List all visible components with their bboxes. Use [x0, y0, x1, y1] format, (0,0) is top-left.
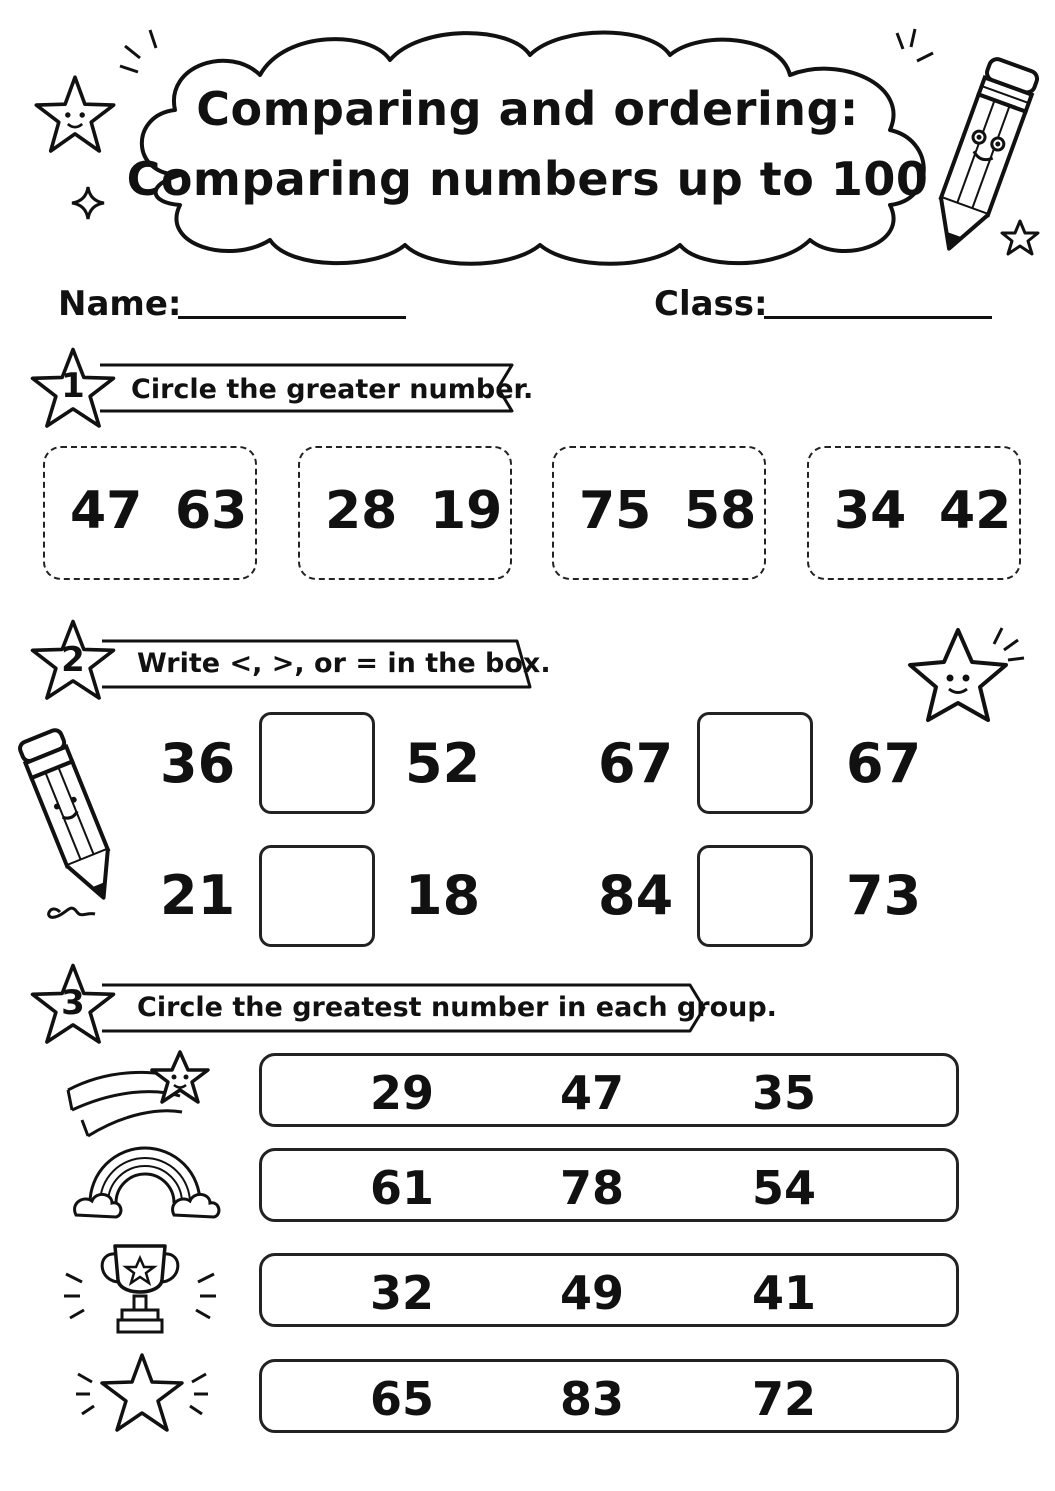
section-3-number: 3 — [61, 983, 85, 1023]
answer-box-1[interactable] — [259, 712, 375, 814]
smiling-pencil-icon — [15, 722, 125, 922]
compare-left-number: 21 — [160, 864, 236, 927]
section-2-instruction: Write <, >, or = in the box. — [137, 648, 551, 679]
pair-number[interactable]: 58 — [684, 481, 757, 541]
compare-left-number: 36 — [160, 732, 236, 795]
section-1-instruction: Circle the greater number. — [131, 374, 534, 405]
group-number[interactable]: 72 — [751, 1372, 816, 1426]
pair-box-3 — [552, 446, 766, 580]
group-number[interactable]: 41 — [751, 1266, 816, 1320]
group-number[interactable]: 49 — [559, 1266, 624, 1320]
group-number[interactable]: 29 — [369, 1066, 434, 1120]
smiling-star-icon — [900, 620, 1030, 740]
group-number[interactable]: 61 — [369, 1161, 434, 1215]
page-title-line-1: Comparing and ordering: — [196, 82, 859, 136]
small-star-icon — [1000, 218, 1040, 258]
pair-number[interactable]: 75 — [579, 481, 652, 541]
section-3-instruction: Circle the greatest number in each group. — [137, 992, 777, 1023]
answer-box-2[interactable] — [697, 712, 813, 814]
compare-right-number: 73 — [846, 864, 922, 927]
compare-right-number: 18 — [405, 864, 481, 927]
pair-number[interactable]: 42 — [939, 481, 1012, 541]
pair-number[interactable]: 28 — [325, 481, 398, 541]
pair-number[interactable]: 34 — [834, 481, 907, 541]
compare-left-number: 67 — [598, 732, 674, 795]
group-row-2 — [259, 1148, 959, 1222]
name-field[interactable] — [178, 316, 406, 319]
answer-box-3[interactable] — [259, 845, 375, 947]
title-cloud — [120, 25, 940, 265]
compare-left-number: 84 — [598, 864, 674, 927]
group-number[interactable]: 65 — [369, 1372, 434, 1426]
group-number[interactable]: 47 — [559, 1066, 624, 1120]
pair-box-4 — [807, 446, 1021, 580]
group-number[interactable]: 83 — [559, 1372, 624, 1426]
pair-box-1 — [43, 446, 257, 580]
shooting-star-icon — [60, 1048, 220, 1143]
trophy-icon — [60, 1238, 220, 1338]
class-field[interactable] — [764, 316, 992, 319]
compare-right-number: 67 — [846, 732, 922, 795]
section-2-number: 2 — [61, 640, 85, 680]
group-number[interactable]: 35 — [751, 1066, 816, 1120]
pair-number[interactable]: 47 — [70, 481, 143, 541]
group-number[interactable]: 32 — [369, 1266, 434, 1320]
pair-number[interactable]: 19 — [430, 481, 503, 541]
group-row-3 — [259, 1253, 959, 1327]
group-row-1 — [259, 1053, 959, 1127]
sparkle-icon — [70, 185, 106, 221]
class-label: Class: — [654, 284, 768, 324]
name-label: Name: — [58, 284, 182, 324]
group-number[interactable]: 54 — [751, 1161, 816, 1215]
group-number[interactable]: 78 — [559, 1161, 624, 1215]
smiling-star-icon — [30, 70, 120, 160]
star-icon — [72, 1350, 212, 1440]
pair-box-2 — [298, 446, 512, 580]
answer-box-4[interactable] — [697, 845, 813, 947]
rainbow-icon — [70, 1143, 220, 1223]
compare-right-number: 52 — [405, 732, 481, 795]
page-title-line-2: Comparing numbers up to 100 — [126, 152, 929, 206]
pair-number[interactable]: 63 — [175, 481, 248, 541]
group-row-4 — [259, 1359, 959, 1433]
sparkle-lines-icon — [110, 28, 170, 78]
section-1-number: 1 — [61, 366, 85, 406]
